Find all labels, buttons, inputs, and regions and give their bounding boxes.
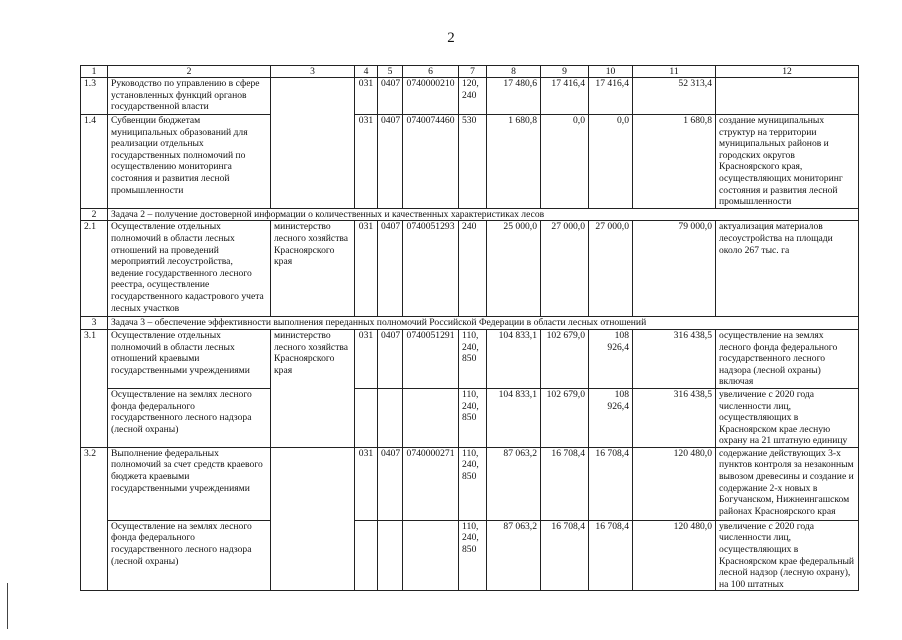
amount-year3: 16 708,4 [589,520,633,591]
table-row [81,221,859,317]
task-title: Задача 2 – получение достоверной информации о количественных и качественных характеристиках лесов [108,208,859,221]
grbs-code [355,388,378,447]
amount-year1: 87 063,2 [487,447,541,520]
measure-name: Руководство по управлению в сфере установленных функций органов государственной власти [108,78,271,115]
table-row [81,329,859,388]
vr-code: 110, 240, 850 [459,447,487,520]
amount-total: 52 313,4 [633,78,716,115]
grbs-code: 031 [355,78,378,115]
task-number: 2 [81,208,108,221]
budget-table [80,65,859,591]
amount-year1: 17 480,6 [487,78,541,115]
amount-year2: 0,0 [541,115,589,209]
amount-year2: 16 708,4 [541,520,589,591]
task-row [81,208,859,221]
rzpr-code [378,520,403,591]
table-row [81,520,859,591]
vr-code: 110, 240, 850 [459,329,487,388]
rzpr-code: 0407 [378,329,403,388]
amount-total: 120 480,0 [633,520,716,591]
grbs-code: 031 [355,221,378,317]
rzpr-code: 0407 [378,447,403,520]
column-number: 3 [271,66,355,78]
expected-result: осуществление на землях лесного фонда федерального государственного лесного надзора (лесной охраны) включая [716,329,859,388]
vr-code: 240 [459,221,487,317]
row-number: 1.4 [81,115,108,209]
vr-code: 530 [459,115,487,209]
rzpr-code: 0407 [378,78,403,115]
measure-name: Осуществление отдельных полномочий в области лесных отношений на проведений мероприятий лесоустройства, ведение государственного лесного реестра, осуществление государственного кадастрового учета лесных участков [108,221,271,317]
table-row [81,78,859,115]
amount-year2: 102 679,0 [541,388,589,447]
amount-year3: 0,0 [589,115,633,209]
column-number: 7 [459,66,487,78]
table-row [81,447,859,520]
vr-code: 110, 240, 850 [459,388,487,447]
executor-cell: министерство лесного хозяйства Красноярского края [271,221,355,317]
expected-result: увеличение с 2020 года численности лиц, осуществляющих в Красноярском крае лесную охрану на 21 штатную единицу [716,388,859,447]
measure-name: Осуществление отдельных полномочий в области лесных отношений краевыми государственными учреждениями [108,329,271,388]
grbs-code [355,520,378,591]
csr-code: 0740051293 [403,221,459,317]
vr-code: 120, 240 [459,78,487,115]
row-number: 3.1 [81,329,108,447]
executor-cell: министерство лесного хозяйства Красноярского края [271,329,355,447]
amount-year2: 17 416,4 [541,78,589,115]
task-number: 3 [81,317,108,330]
csr-code [403,388,459,447]
csr-code [403,520,459,591]
grbs-code: 031 [355,329,378,388]
column-number: 11 [633,66,716,78]
vr-code: 110, 240, 850 [459,520,487,591]
row-number: 1.3 [81,78,108,115]
column-number: 10 [589,66,633,78]
row-number: 2.1 [81,221,108,317]
amount-year2: 16 708,4 [541,447,589,520]
expected-result [716,78,859,115]
row-number: 3.2 [81,447,108,591]
rzpr-code: 0407 [378,221,403,317]
expected-result: увеличение с 2020 года численности лиц, осуществляющих в Красноярском крае федеральный лесной надзор (лесную охрану), на 100 штатных [716,520,859,591]
grbs-code: 031 [355,115,378,209]
column-number: 9 [541,66,589,78]
rzpr-code [378,388,403,447]
amount-year1: 25 000,0 [487,221,541,317]
column-number: 5 [378,66,403,78]
amount-year3: 108 926,4 [589,329,633,388]
amount-year3: 27 000,0 [589,221,633,317]
csr-code: 0740051291 [403,329,459,388]
amount-total: 316 438,5 [633,329,716,388]
column-number-row [81,66,859,78]
amount-year2: 27 000,0 [541,221,589,317]
column-number: 8 [487,66,541,78]
column-number: 1 [81,66,108,78]
measure-name: Субвенции бюджетам муниципальных образований для реализации отдельных государственных полномочий по осуществлению мониторинга состояния и развития лесной промышленности [108,115,271,209]
amount-year1: 1 680,8 [487,115,541,209]
amount-year3: 17 416,4 [589,78,633,115]
amount-year3: 108 926,4 [589,388,633,447]
csr-code: 0740074460 [403,115,459,209]
column-number: 2 [108,66,271,78]
executor-cell [271,447,355,591]
expected-result: содержание действующих 3-х пунктов контроля за незаконным вывозом древесины и создание и содержание 2-х новых в Богучанском, Нижнеингашском районах Красноярского края [716,447,859,520]
amount-total: 120 480,0 [633,447,716,520]
amount-year1: 104 833,1 [487,388,541,447]
page-number: 2 [447,30,455,46]
table-row [81,115,859,209]
expected-result: создание муниципальных структур на территории муниципальных районов и городских округов Красноярского края, осуществляющих мониторинг состояния и развития лесной промышленности [716,115,859,209]
csr-code: 0740000210 [403,78,459,115]
measure-name: Осуществление на землях лесного фонда федерального государственного лесного надзора (лесной охраны) [108,388,271,447]
column-number: 12 [716,66,859,78]
csr-code: 0740000271 [403,447,459,520]
amount-year1: 104 833,1 [487,329,541,388]
measure-name: Выполнение федеральных полномочий за счет средств краевого бюджета краевыми государственными учреждениями [108,447,271,520]
scan-margin-line [7,583,8,629]
amount-year3: 16 708,4 [589,447,633,520]
expected-result: актуализация материалов лесоустройства на площади около 267 тыс. га [716,221,859,317]
amount-total: 316 438,5 [633,388,716,447]
grbs-code: 031 [355,447,378,520]
amount-total: 79 000,0 [633,221,716,317]
task-row [81,317,859,330]
column-number: 4 [355,66,378,78]
amount-total: 1 680,8 [633,115,716,209]
amount-year2: 102 679,0 [541,329,589,388]
rzpr-code: 0407 [378,115,403,209]
table-row [81,388,859,447]
amount-year1: 87 063,2 [487,520,541,591]
task-title: Задача 3 – обеспечение эффективности выполнения переданных полномочий Российской Федерации в области лесных отношений [108,317,859,330]
executor-cell [271,78,355,209]
column-number: 6 [403,66,459,78]
measure-name: Осуществление на землях лесного фонда федерального государственного лесного надзора (лесной охраны) [108,520,271,591]
